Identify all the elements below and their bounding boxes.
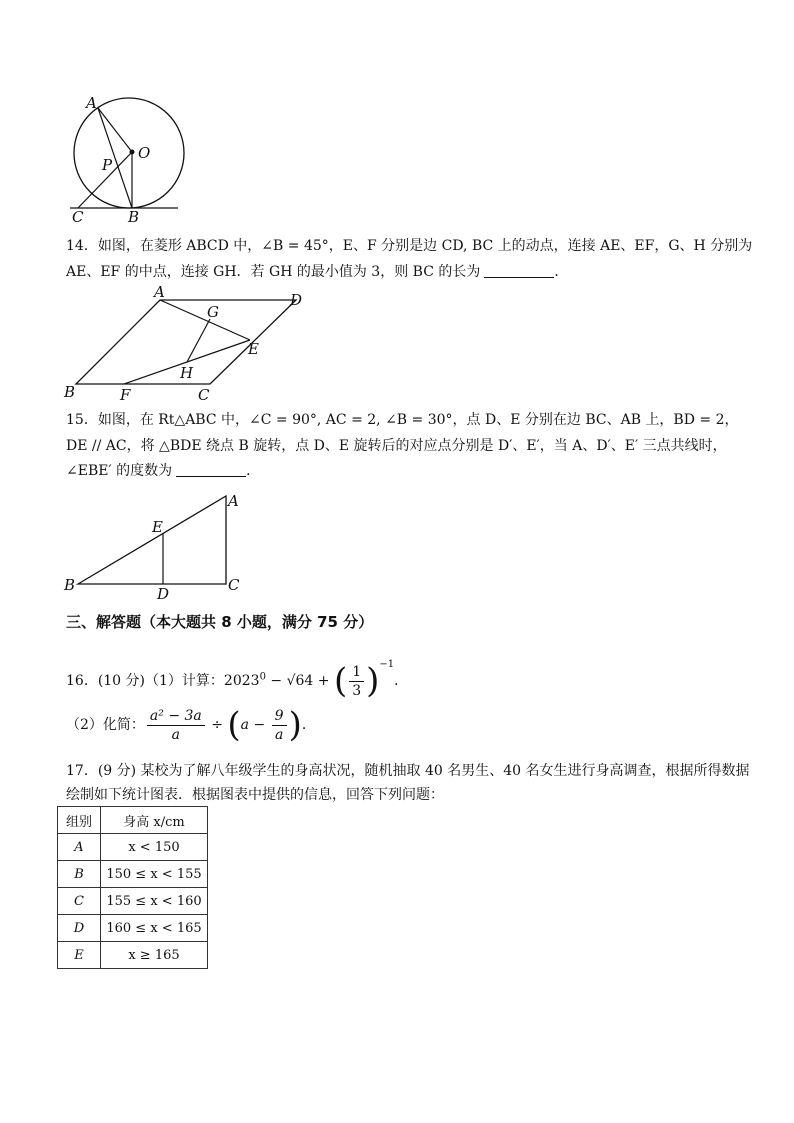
q17-line1: 17．(9 分) 某校为了解八年级学生的身高状况，随机抽取 40 名男生、40 名女生进行身高调查，根据所得数据 [66,763,750,779]
table-header-row [58,807,208,834]
label-A: A [228,492,239,510]
right-paren: ) [366,661,380,701]
label-A: A [154,284,165,301]
q15-line3 [66,461,260,481]
segment-AE [160,300,250,340]
triangle-ABC [78,496,226,584]
left-paren: ( [227,705,241,745]
table-cell: 160 ≤ x < 165 [101,915,208,942]
table-cell: 155 ≤ x < 160 [101,888,208,915]
table-cell: C [58,888,101,915]
denominator: 3 [352,682,362,699]
q16-p1-exp: −1 [379,659,395,670]
answer-blank-14[interactable] [484,263,554,278]
q16-p2-fraction [147,707,205,744]
denominator: a [274,726,284,743]
label-O: O [138,144,151,162]
q14-line2 [66,262,568,282]
table-cell: D [58,915,101,942]
q16-p1-fraction [349,663,364,700]
q15-line1: 15．如图，在 Rt△ABC 中，∠C = 90°, AC = 2, ∠B = 30°，点 D、E 分别在边 BC、AB 上，BD = 2， [66,412,739,428]
table-row [58,888,208,915]
label-B: B [64,383,76,401]
section-heading: 三、解答题（本大题共 8 小题，满分 75 分） [66,613,374,631]
q16-part1 [66,648,408,700]
q14-line2-text: AE、EF 的中点，连接 GH．若 GH 的最小值为 3，则 BC 的长为 [66,264,481,280]
label-B: B [64,576,76,594]
q16-part2 [66,705,316,745]
rhombus-figure [60,284,310,404]
table-cell: A [58,834,101,861]
circle-figure [60,90,190,225]
label-H: H [180,364,194,382]
q16-p2-fraction2 [272,707,287,744]
height-group-table [57,806,208,969]
right-paren: ) [288,705,302,745]
label-P: P [102,156,113,174]
q15-line3-text: ∠EBE′ 的度数为 [66,463,173,479]
label-E: E [248,340,259,358]
q16-p2-op: ÷ [206,717,228,733]
segment-AO [98,108,132,152]
q16-p2-prefix: （2）化简： [66,717,145,733]
table-row [58,942,208,969]
table-row [58,861,208,888]
triangle-figure [60,488,250,604]
table-cell: 150 ≤ x < 155 [101,861,208,888]
table-cell: E [58,942,101,969]
q16-p2-end: ． [301,717,316,733]
q16-p2-a: a − [240,717,270,733]
q15-end: ． [246,463,261,479]
q16-p1-exp0: 0 [259,671,266,683]
label-B: B [128,208,140,225]
denominator: a [171,726,181,743]
label-F: F [120,386,131,404]
table-header: 组别 [58,807,101,834]
numerator: a² − 3a [147,707,205,726]
table-row [58,834,208,861]
q16-p1-base: 2023 [223,673,260,689]
q16-p1-mid: − √64 + [265,673,334,689]
numerator: 9 [272,707,287,726]
label-C: C [228,576,240,594]
label-A: A [86,94,97,112]
q14-end: ． [554,264,569,280]
q17-line2: 绘制如下统计图表．根据图表中提供的信息，回答下列问题： [66,787,444,803]
label-E: E [152,518,163,536]
label-C: C [198,386,210,404]
center-point [130,150,135,155]
table-row [58,915,208,942]
label-D: D [157,585,170,603]
q16-p1-prefix: 16．(10 分)（1）计算： [66,673,224,689]
label-G: G [207,303,219,321]
label-C: C [72,208,84,225]
q16-p1-end: ． [394,673,409,689]
q15-line2: DE // AC，将 △BDE 绕点 B 旋转，点 D、E 旋转后的对应点分别是 D′、E′，当 A、D′、E′ 三点共线时， [66,438,727,454]
left-paren: ( [333,661,348,701]
table-cell: x < 150 [101,834,208,861]
circle [74,98,184,208]
numerator: 1 [349,663,364,682]
q14-line1: 14．如图，在菱形 ABCD 中，∠B = 45°，E、F 分别是边 CD, BC 上的动点，连接 AE、EF，G、H 分别为 [66,238,753,254]
table-cell: x ≥ 165 [101,942,208,969]
table-cell: B [58,861,101,888]
label-D: D [290,291,303,309]
table-header: 身高 x/cm [101,807,208,834]
answer-blank-15[interactable] [176,462,246,477]
